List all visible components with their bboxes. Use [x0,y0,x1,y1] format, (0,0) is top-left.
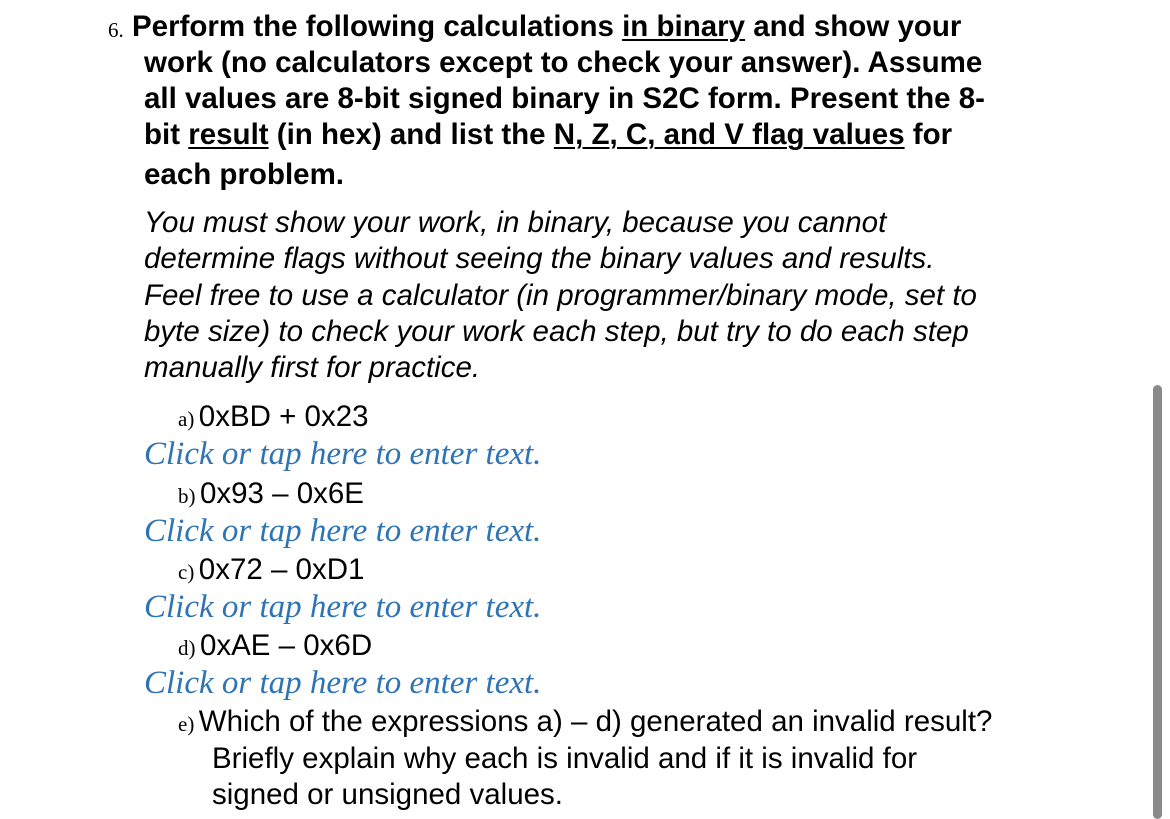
part-d [178,628,372,664]
instruction-text: bit [144,118,189,151]
part-expression: 0x72 – 0xD1 [198,553,365,586]
part-expression: 0xBD + 0x23 [198,400,369,433]
part-expression: 0xAE – 0x6D [199,629,373,662]
instruction-text: Perform the following calculations [132,10,623,43]
answer-field-c[interactable]: Click or tap here to enter text. [144,589,542,625]
part-label: c) [178,560,195,584]
vertical-scrollbar[interactable] [1153,385,1162,819]
part-label: b) [178,484,196,508]
part-a [178,399,369,435]
answer-field-a[interactable]: Click or tap here to enter text. [144,436,542,472]
note-line-5: manually first for practice. [144,351,481,384]
part-e-line-3: signed or unsigned values. [212,778,563,811]
answer-field-b[interactable]: Click or tap here to enter text. [144,513,542,549]
instruction-line-5: each problem. [144,158,345,191]
note-line-1: You must show your work, in binary, because you cannot [144,206,887,239]
part-e-line-1: Which of the expressions a) – d) generated an invalid result? [198,705,993,738]
part-b [178,476,364,512]
question-number: 6. [108,18,124,42]
part-c [178,552,364,588]
note-line-4: byte size) to check your work each step, but try to do each step [144,315,969,348]
instruction-text: and show your [745,10,962,43]
instruction-line-1 [132,9,961,45]
result-emphasis: result [188,118,269,151]
note-line-2: determine flags without seeing the binary values and results. [144,242,935,275]
instruction-line-2: work (no calculators except to check your answer). Assume [144,46,983,79]
part-expression: 0x93 – 0x6E [199,477,364,510]
flags-emphasis: N, Z, C, and V flag values [553,118,905,151]
in-binary-emphasis: in binary [622,10,746,43]
part-label: a) [178,407,195,431]
part-label: d) [178,636,196,660]
part-e-line-2: Briefly explain why each is invalid and if it is invalid for [212,742,918,775]
part-label: e) [178,712,195,736]
instruction-text: for [904,118,953,151]
note-line-3: Feel free to use a calculator (in programmer/binary mode, set to [144,279,977,312]
part-e [178,704,992,740]
instruction-line-3: all values are 8-bit signed binary in S2C form. Present the 8- [144,82,986,115]
instruction-line-4 [144,117,952,153]
instruction-text: (in hex) and list the [268,118,554,151]
answer-field-d[interactable]: Click or tap here to enter text. [144,665,542,701]
